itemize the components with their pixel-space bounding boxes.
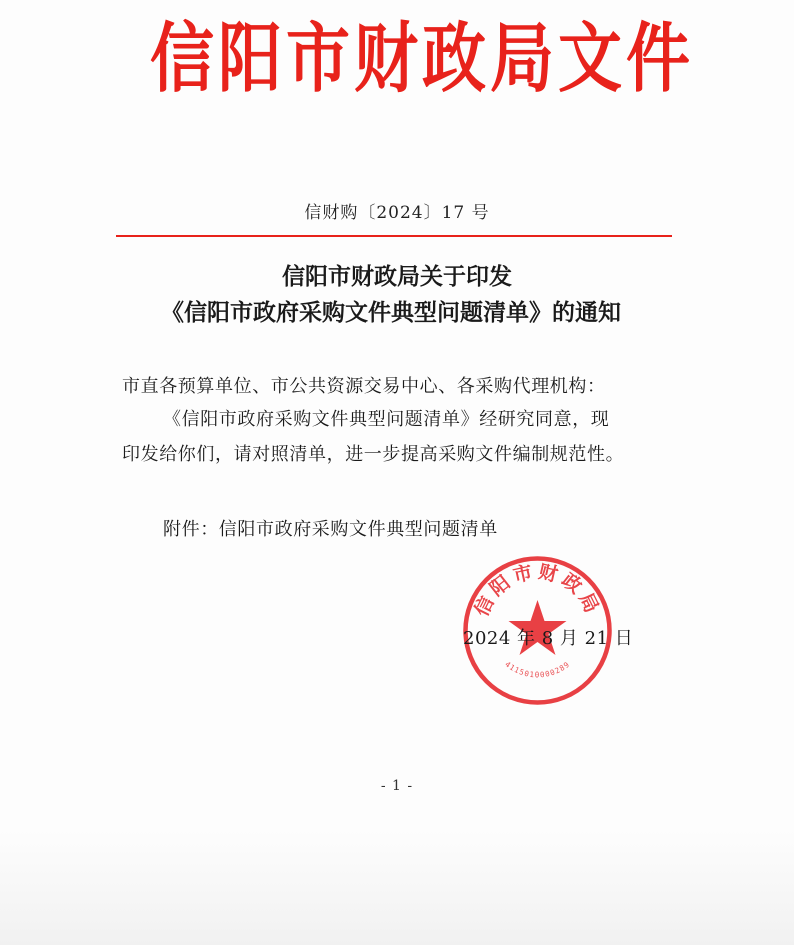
header-divider: [116, 235, 672, 237]
issue-date: 2024 年 8 月 21 日: [463, 628, 634, 649]
notice-title-line-1: 信阳市财政局关于印发: [282, 264, 512, 290]
seal-text: 信阳市财政局: [470, 560, 605, 620]
page-bottom-shadow: [0, 830, 794, 945]
page-number: - 1 -: [380, 778, 414, 794]
addressee: 市直各预算单位、市公共资源交易中心、各采购代理机构：: [122, 376, 606, 397]
attachment-note: 附件：信阳市政府采购文件典型问题清单: [163, 519, 498, 540]
body-paragraph-line-2: 印发给你们，请对照清单，进一步提高采购文件编制规范性。: [122, 444, 625, 465]
seal-serial: 4115010000289: [503, 659, 572, 680]
document-header-title: 信阳市财政局文件: [150, 16, 694, 104]
notice-title-line-2: 《信阳市政府采购文件典型问题清单》的通知: [161, 300, 621, 326]
document-number: 信财购〔2024〕17 号: [304, 203, 490, 223]
body-paragraph-line-1: 《信阳市政府采购文件典型问题清单》经研究同意，现: [163, 409, 610, 430]
svg-text:4115010000289: [503, 660, 571, 680]
